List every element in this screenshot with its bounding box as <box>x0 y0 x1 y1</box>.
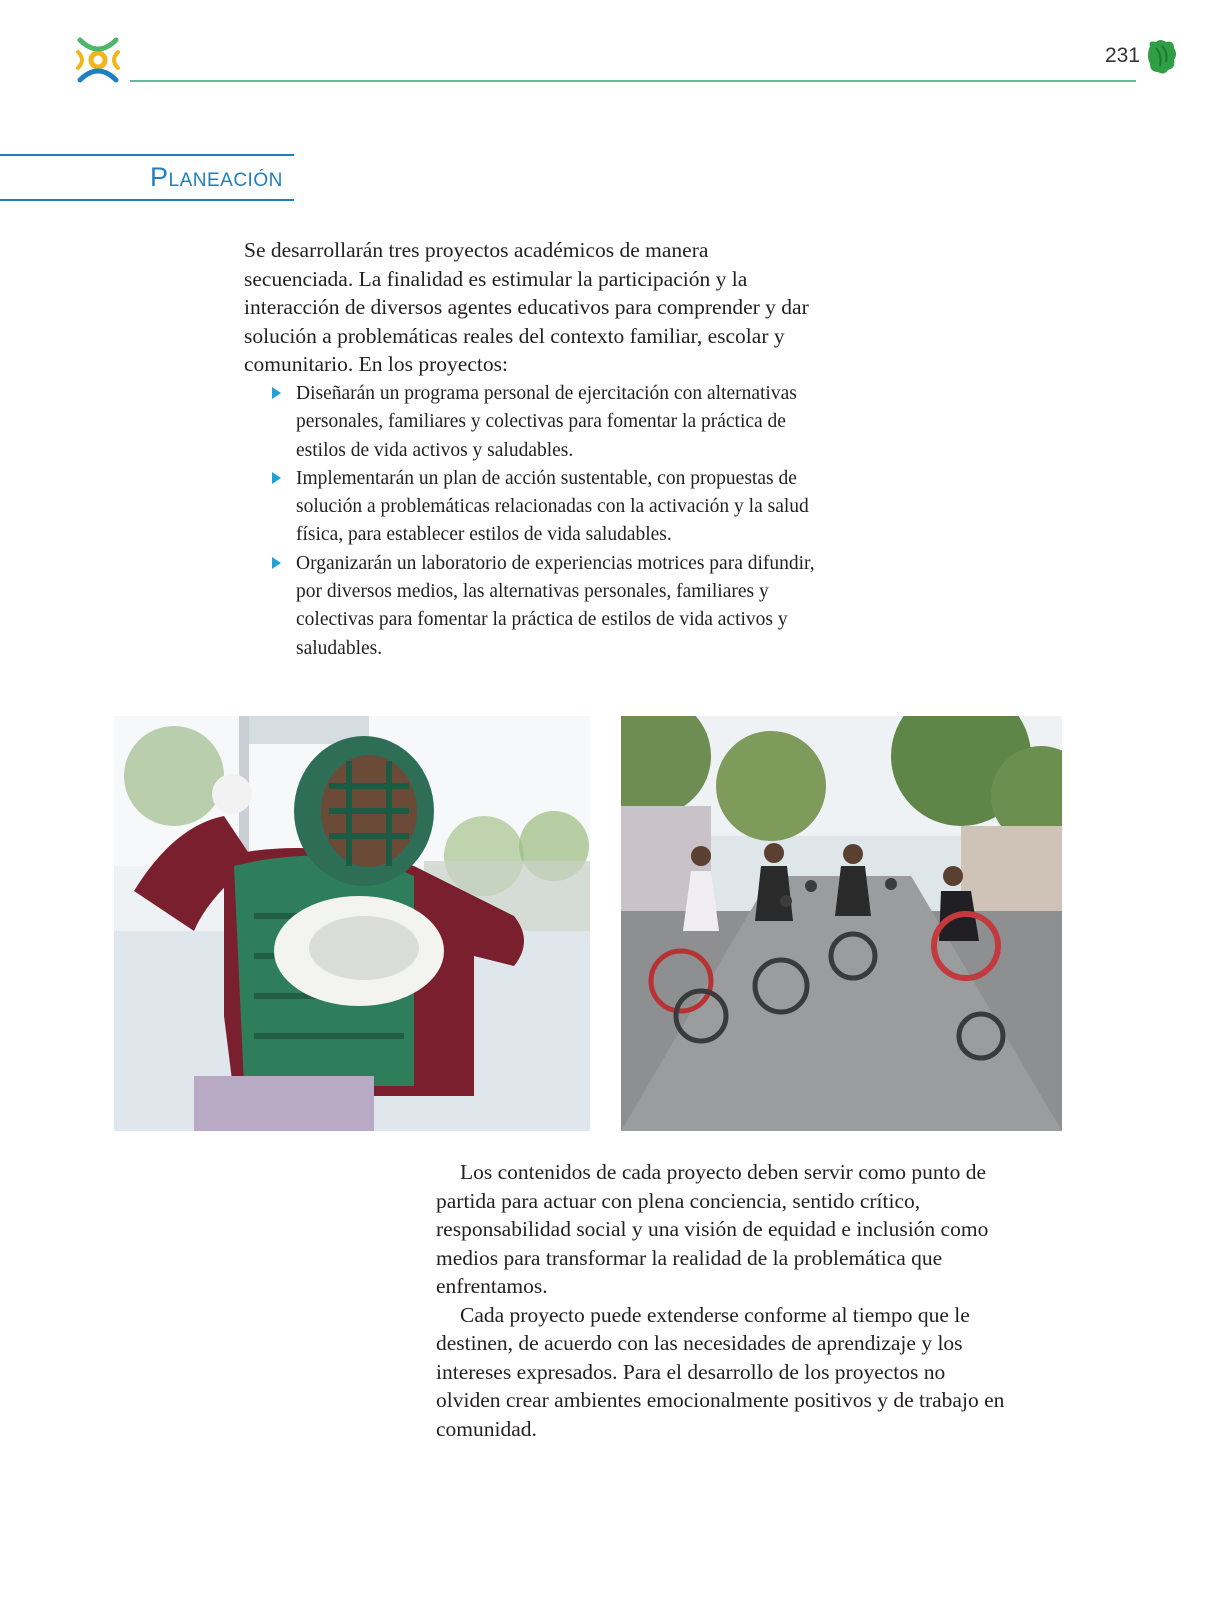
intro-paragraph: Se desarrollarán tres proyectos académicos de manera secuenciada. La finalidad es estimular la participación y la interacción de diversos agentes educativos para comprender y dar solución a problemáticas reales del contexto familiar, escolar y comunitario. En los proyectos: <box>244 238 809 376</box>
section-rule-bottom <box>0 199 294 201</box>
header-rule <box>130 80 1136 82</box>
photo-street-cyclists <box>621 716 1062 1131</box>
photo-baseball-catcher <box>114 716 590 1131</box>
project-list <box>268 380 818 663</box>
section-title: Planeación <box>150 162 283 192</box>
list-item-text: Implementarán un plan de acción sustentable, con propuestas de solución a problemáticas relacionadas con la activación y la salud física, para establecer estilos de vida saludables. <box>296 467 809 546</box>
green-leaf-icon <box>1146 38 1178 76</box>
closing-paragraph: Los contenidos de cada proyecto deben servir como punto de partida para actuar con plena conciencia, sentido crítico, responsabilidad social y una visión de equidad e inclusión como medios para transformar la realidad de la problemática que enfrentamos. <box>436 1160 989 1298</box>
list-item-text: Diseñarán un programa personal de ejercitación con alternativas personales, familiares y colectivas para fomentar la práctica de estilos de vida activos y saludables. <box>296 383 797 461</box>
triangle-bullet-icon <box>272 557 281 569</box>
section-rule-top <box>0 154 294 156</box>
triangle-bullet-icon <box>272 387 281 399</box>
list-item-text: Organizarán un laboratorio de experiencias motrices para difundir, por diversos medios, las alternativas personales, familiares y colectivas para fomentar la práctica de estilos de vida activos y saludables. <box>296 552 815 659</box>
triangle-bullet-icon <box>272 472 281 484</box>
page-number: 231 <box>1104 44 1140 67</box>
closing-text <box>436 1158 1006 1443</box>
list-item <box>268 465 818 550</box>
closing-paragraph: Cada proyecto puede extenderse conforme al tiempo que le destinen, de acuerdo con las necesidades de aprendizaje y los intereses expresados. Para el desarrollo de los proyectos no olviden crear ambientes emocionalmente positivos y de trabajo en comunidad. <box>436 1302 1005 1441</box>
list-item <box>268 550 818 663</box>
interlocked-figures-logo-icon <box>72 34 124 86</box>
list-item <box>268 380 818 465</box>
